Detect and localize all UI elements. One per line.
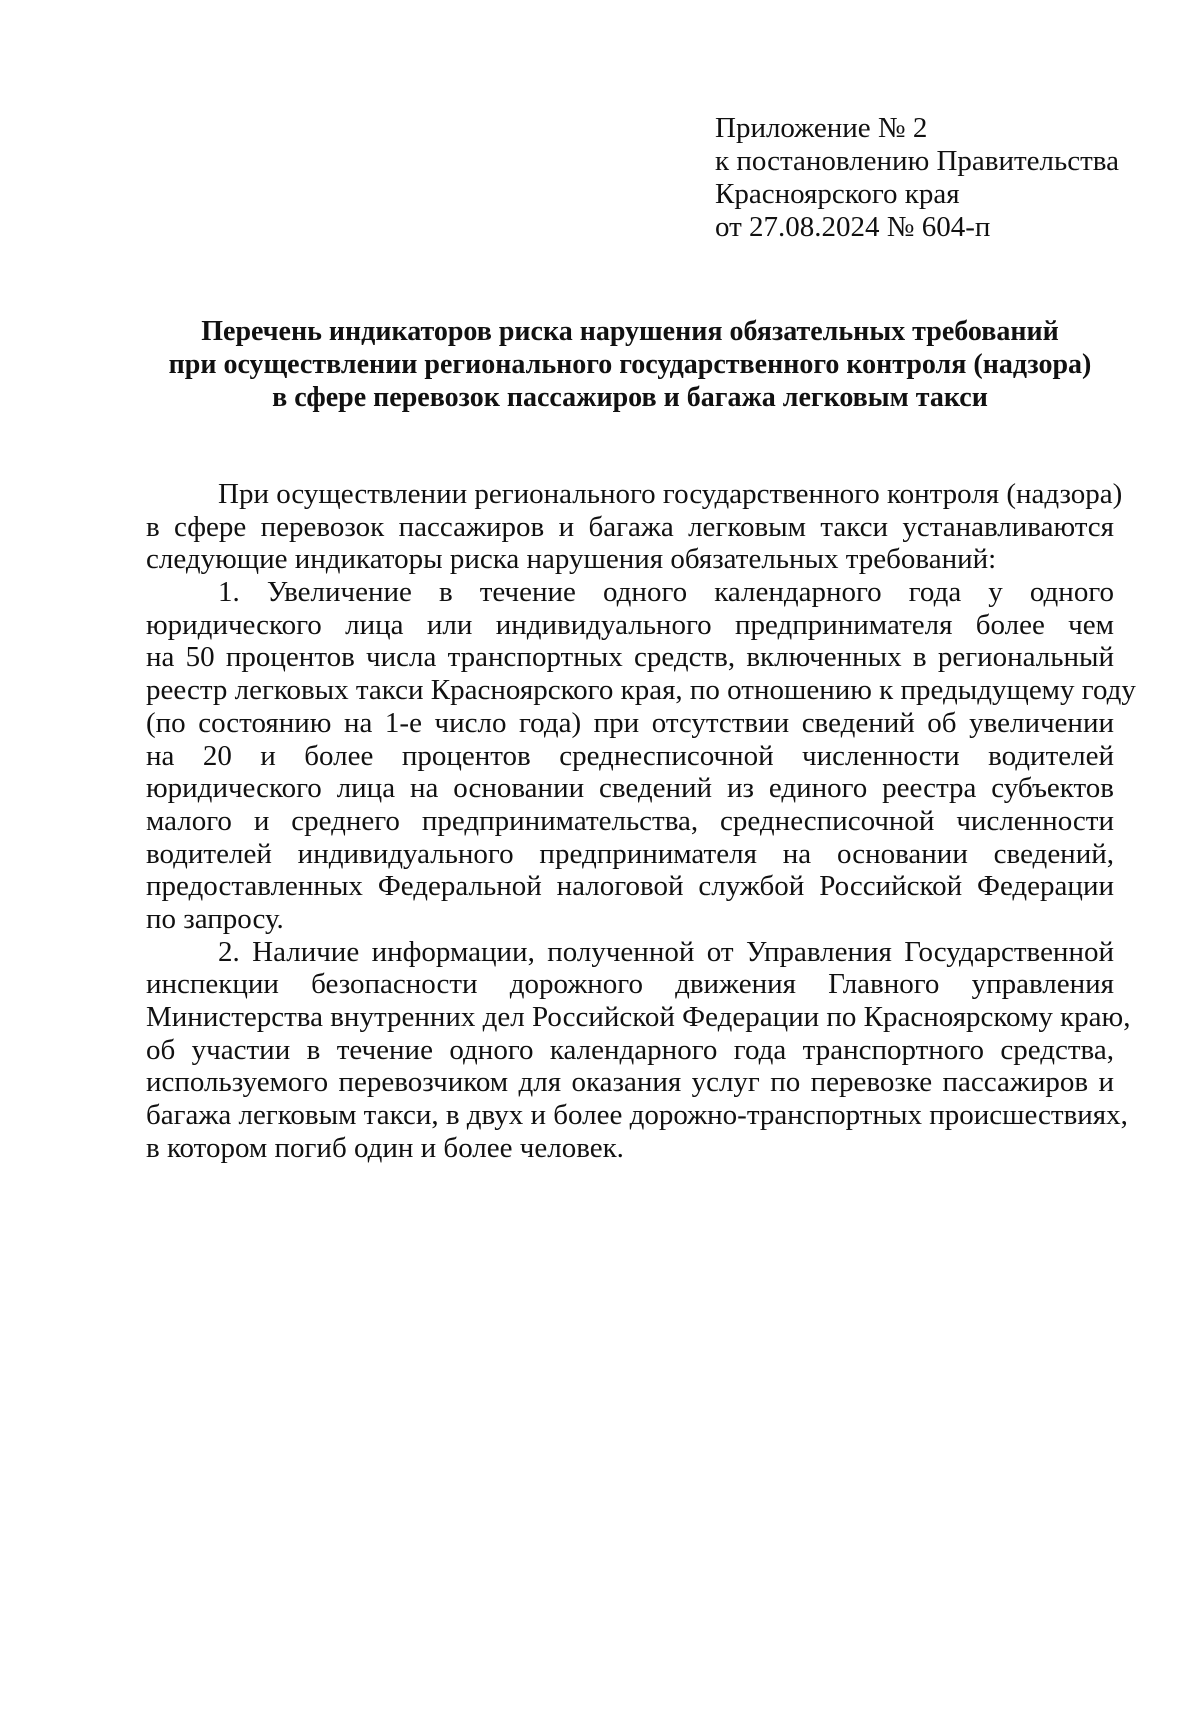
text-line: водителей индивидуального предпринимателя на основании сведений, bbox=[146, 837, 1114, 870]
text-line: Министерства внутренних дел Российской Федерации по Красноярскому краю, bbox=[146, 1001, 1131, 1033]
text-line: на 50 процентов числа транспортных средств, включенных в региональный bbox=[146, 641, 1114, 674]
approval-line: Красноярского края bbox=[715, 178, 960, 210]
approval-block bbox=[715, 112, 1135, 244]
approval-line: от 27.08.2024 № 604-п bbox=[715, 211, 991, 243]
text-line: в котором погиб один и более человек. bbox=[146, 1131, 624, 1164]
text-line: по запросу. bbox=[146, 902, 284, 935]
approval-line: Приложение № 2 bbox=[715, 112, 928, 144]
text-line: 2. Наличие информации, полученной от Управления Государственной bbox=[218, 935, 1114, 968]
text-line: предоставленных Федеральной налоговой службой Российской Федерации bbox=[146, 870, 1114, 903]
text-line: юридического лица или индивидуального предпринимателя более чем bbox=[146, 608, 1114, 641]
title-line: Перечень индикаторов риска нарушения обязательных требований bbox=[201, 316, 1059, 347]
approval-line: к постановлению Правительства bbox=[715, 145, 1119, 177]
text-line: используемого перевозчиком для оказания услуг по перевозке пассажиров и bbox=[146, 1066, 1114, 1099]
text-line: 1. Увеличение в течение одного календарного года у одного bbox=[218, 576, 1114, 609]
item-2-paragraph bbox=[146, 935, 1131, 1165]
title-line: при осуществлении регионального государственного контроля (надзора) bbox=[168, 349, 1092, 380]
text-line: (по состоянию на 1-е число года) при отсутствии сведений об увеличении bbox=[146, 706, 1114, 739]
text-line: следующие индикаторы риска нарушения обязательных требований: bbox=[146, 543, 997, 576]
text-line: в сфере перевозок пассажиров и багажа легковым такси устанавливаются bbox=[146, 510, 1114, 543]
document-body bbox=[146, 478, 1136, 1164]
text-line: на 20 и более процентов среднесписочной численности водителей bbox=[146, 739, 1114, 772]
intro-paragraph bbox=[146, 478, 1123, 576]
text-line: При осуществлении регионального государственного контроля (надзора) bbox=[218, 478, 1123, 510]
text-line: реестр легковых такси Красноярского края, по отношению к предыдущему году bbox=[146, 674, 1136, 707]
text-line: юридического лица на основании сведений из единого реестра субъектов bbox=[146, 772, 1114, 805]
document-title bbox=[140, 315, 1120, 414]
text-line: малого и среднего предпринимательства, среднесписочной численности bbox=[146, 804, 1114, 837]
item-1-paragraph bbox=[146, 576, 1136, 936]
text-line: об участии в течение одного календарного года транспортного средства, bbox=[146, 1033, 1114, 1066]
title-line: в сфере перевозок пассажиров и багажа легковым такси bbox=[272, 382, 988, 413]
text-line: багажа легковым такси, в двух и более дорожно-транспортных происшествиях, bbox=[146, 1099, 1128, 1132]
text-line: инспекции безопасности дорожного движения Главного управления bbox=[146, 968, 1114, 1001]
